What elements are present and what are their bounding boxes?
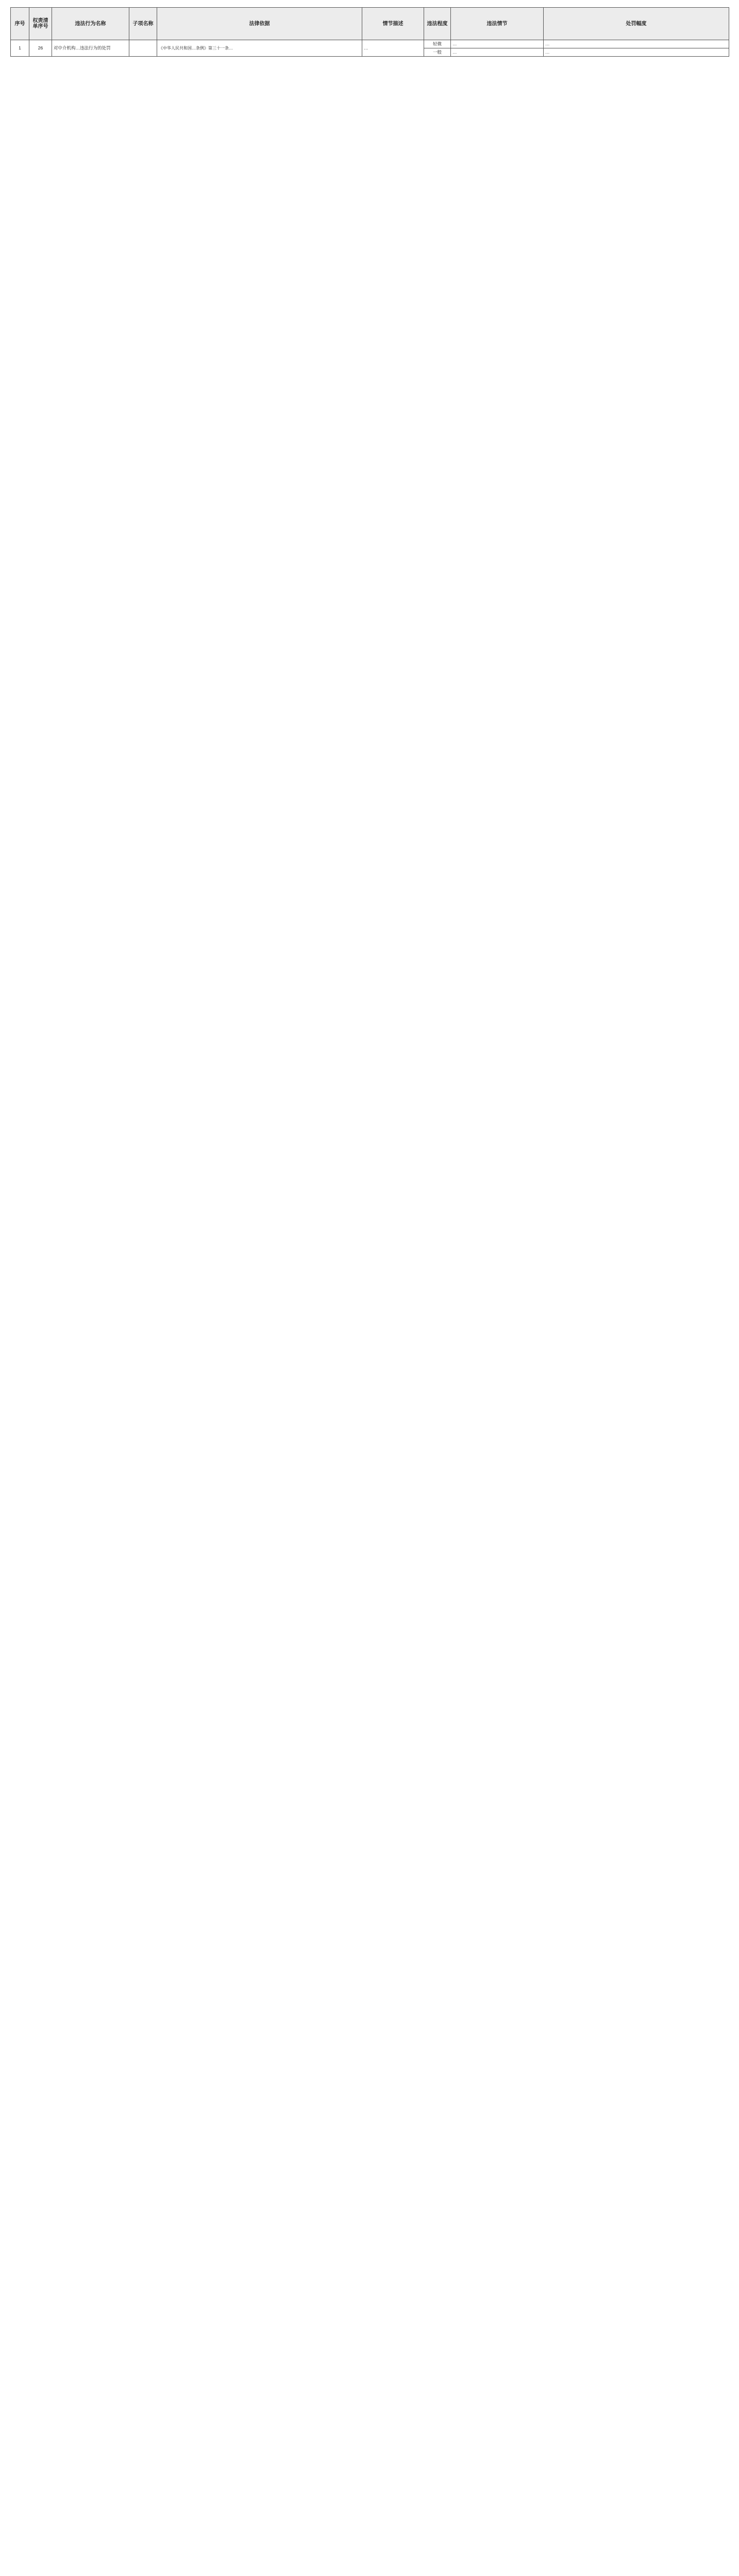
header-basis: 法律依据 — [157, 8, 362, 40]
row-penalty: … — [544, 40, 729, 48]
table-body — [11, 40, 729, 57]
header-level: 违法程度 — [424, 8, 451, 40]
row-circumstance: … — [362, 40, 424, 57]
table-row — [11, 40, 729, 48]
row-violation-name: 对中介机构…违法行为的处罚 — [52, 40, 129, 57]
row-legal-basis: 《中华人民共和国…条例》第三十一条… — [157, 40, 362, 57]
row-sub-item — [129, 40, 157, 57]
penalty-discretion-table — [10, 7, 729, 57]
penalty-table-sheet — [10, 7, 729, 2576]
row-standard: … — [451, 48, 544, 57]
header-name: 违法行为名称 — [52, 8, 129, 40]
header-case: 处罚幅度 — [544, 8, 729, 40]
header-circ: 情节描述 — [362, 8, 424, 40]
row-level: 轻微 — [424, 40, 451, 48]
row-code: 26 — [29, 40, 52, 57]
row-standard: … — [451, 40, 544, 48]
table-header-row — [11, 8, 729, 40]
row-level: 一般 — [424, 48, 451, 57]
row-number: 1 — [11, 40, 29, 57]
header-num: 序号 — [11, 8, 29, 40]
row-penalty: … — [544, 48, 729, 57]
header-sub: 子项名称 — [129, 8, 157, 40]
header-code: 权责清单序号 — [29, 8, 52, 40]
header-std: 违法情节 — [451, 8, 544, 40]
